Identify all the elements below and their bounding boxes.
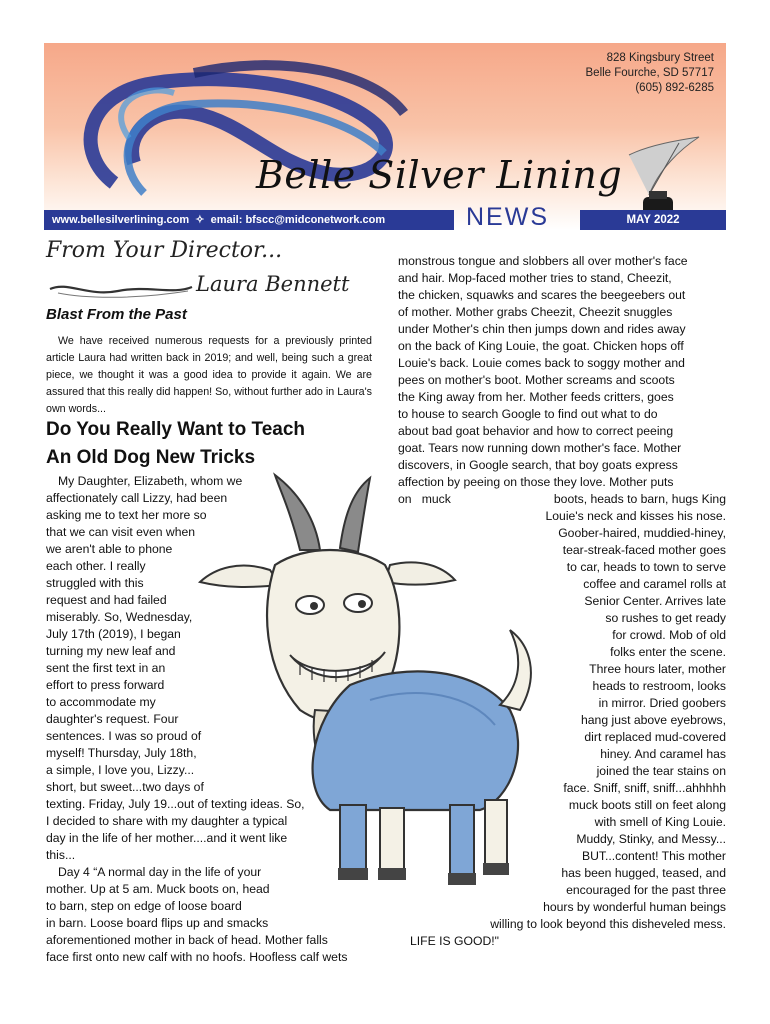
text-line: for crowd. Mob of old bbox=[612, 628, 726, 642]
director-name: Laura Bennett bbox=[196, 272, 350, 296]
text-line: dirt replaced mud-covered bbox=[584, 730, 726, 744]
text-line: boots, heads to barn, hugs King bbox=[553, 492, 726, 506]
text-line: under Mother's chin then jumps down and rides away bbox=[398, 322, 686, 336]
text-line: Three hours later, mother bbox=[589, 662, 726, 676]
contact-bar bbox=[44, 210, 454, 230]
text-line: My Daughter, Elizabeth, whom we bbox=[58, 474, 243, 488]
text-line: face. Sniff, sniff, sniff...ahhhhh bbox=[563, 781, 726, 795]
text-line: LIFE IS GOOD!" bbox=[410, 934, 499, 948]
text-line: monstrous tongue and slobbers all over mother's face bbox=[398, 254, 688, 268]
headline-line-2: An Old Dog New Tricks bbox=[46, 447, 256, 468]
blast-subhead: Blast From the Past bbox=[46, 306, 187, 323]
text-line: of mother. Mother grabs Cheezit, Cheezit snuggles bbox=[398, 305, 673, 319]
address-street: 828 Kingsbury Street bbox=[606, 52, 714, 64]
text-line: in mirror. Dried goobers bbox=[598, 696, 726, 710]
text-line: Day 4 “A normal day in the life of your bbox=[58, 865, 262, 879]
article-left-column bbox=[46, 473, 347, 966]
text-line: this... bbox=[46, 848, 76, 862]
text-line: that we can visit even when bbox=[46, 525, 196, 539]
address-phone: (605) 892-6285 bbox=[635, 82, 714, 94]
text-line: Louie's neck and kisses his nose. bbox=[545, 509, 726, 523]
text-line: has been hugged, teased, and bbox=[561, 866, 726, 880]
text-line: the King away from her. Mother feeds critters, goes bbox=[398, 390, 674, 404]
text-line: a simple, I love you, Lizzy... bbox=[46, 763, 195, 777]
text-line: effort to press forward bbox=[46, 678, 165, 692]
text-line: pees on mother's boot. Mother screams and scoots bbox=[398, 373, 675, 387]
text-line: encouraged for the past three bbox=[566, 883, 726, 897]
text-line: face first onto new calf with no hoofs. Hoofless calf wets bbox=[46, 950, 348, 964]
headline-line-1: Do You Really Want to Teach bbox=[46, 419, 305, 440]
text-line: miserably. So, Wednesday, bbox=[46, 610, 193, 624]
text-line: Senior Center. Arrives late bbox=[584, 594, 726, 608]
text-line: hiney. And caramel has bbox=[600, 747, 726, 761]
article-right-column bbox=[398, 253, 726, 491]
text-line: short, but sweet...two days of bbox=[46, 780, 204, 794]
header-banner bbox=[44, 43, 726, 230]
text-line: aforementioned mother in back of head. Mother falls bbox=[46, 933, 328, 947]
text-line: hang just above eyebrows, bbox=[581, 713, 726, 727]
text-line: on muck bbox=[398, 492, 451, 506]
text-line: sentences. I was so proud of bbox=[46, 729, 202, 743]
text-line: heads to restroom, looks bbox=[592, 679, 726, 693]
text-line: so rushes to get ready bbox=[605, 611, 726, 625]
flourish-divider-icon bbox=[48, 279, 194, 301]
text-line: we aren't able to phone bbox=[46, 542, 173, 556]
text-line: BUT...content! This mother bbox=[581, 849, 726, 863]
text-line: willing to look beyond this disheveled mess. bbox=[490, 917, 726, 931]
diamond-separator-icon: ✧ bbox=[192, 214, 208, 226]
issue-date: MAY 2022 bbox=[580, 210, 726, 230]
masthead-title: Belle Silver Lining bbox=[256, 153, 623, 197]
address-block bbox=[586, 51, 715, 96]
text-line: in barn. Loose board flips up and smacks bbox=[46, 916, 269, 930]
article-headline bbox=[46, 416, 376, 472]
text-line: tear-streak-faced mother goes bbox=[562, 543, 726, 557]
text-line: each other. I really bbox=[46, 559, 146, 573]
text-line: goat. Tears now running down mother's face. Mother bbox=[398, 441, 682, 455]
text-line: turning my new leaf and bbox=[46, 644, 176, 658]
text-line: to house to search Google to find out what to do bbox=[398, 407, 658, 421]
news-label: NEWS bbox=[466, 203, 549, 231]
text-line: coffee and caramel rolls at bbox=[583, 577, 726, 591]
text-line: day in the life of her mother....and it went like bbox=[46, 831, 288, 845]
text-line: affectionately call Lizzy, had been bbox=[46, 491, 228, 505]
text-line: July 17th (2019), I began bbox=[46, 627, 181, 641]
text-line: joined the tear stains on bbox=[596, 764, 726, 778]
text-line: Goober-haired, muddied-hiney, bbox=[558, 526, 726, 540]
text-line: affection by peeing on those they love. Mother puts bbox=[398, 475, 674, 489]
text-line: hours by wonderful human beings bbox=[543, 900, 726, 914]
text-line: with smell of King Louie. bbox=[594, 815, 726, 829]
intro-paragraph: We have received numerous requests for a previously printed article Laura had written back in 2019; and well, being such a great piece, we thought it was a good idea to provide it again. We are assured that this really did happen! So, without further ado in Laura's own words... bbox=[46, 335, 372, 415]
text-line: Muddy, Stinky, and Messy... bbox=[576, 832, 726, 846]
text-line: daughter's request. Four bbox=[46, 712, 179, 726]
text-line: mother. Up at 5 am. Muck boots on, head bbox=[46, 882, 270, 896]
text-line: asking me to text her more so bbox=[46, 508, 207, 522]
text-line: on the back of King Louie, the goat. Chicken hops off bbox=[398, 339, 684, 353]
text-line: about bad goat behavior and how to correct peeing bbox=[398, 424, 674, 438]
website-link[interactable]: www.bellesilverlining.com bbox=[52, 214, 190, 226]
text-line: the chicken, squawks and scares the beegeebers out bbox=[398, 288, 686, 302]
text-line: Louie's back. Louie comes back to soggy mother and bbox=[398, 356, 685, 370]
email-link[interactable]: email: bfscc@midconetwork.com bbox=[210, 214, 386, 226]
text-line: texting. Friday, July 19...out of texting ideas. So, bbox=[46, 797, 305, 811]
text-line: and hair. Mop-faced mother tries to stand, Cheezit, bbox=[398, 271, 672, 285]
text-line: folks enter the scene. bbox=[610, 645, 726, 659]
text-line: I decided to share with my daughter a typical bbox=[46, 814, 288, 828]
text-line: to accommodate my bbox=[46, 695, 156, 709]
article-right-wrap bbox=[398, 491, 726, 950]
text-line: muck boots still on feet along bbox=[568, 798, 726, 812]
text-line: sent the first text in an bbox=[46, 661, 166, 675]
text-line: myself! Thursday, July 18th, bbox=[46, 746, 197, 760]
text-line: struggled with this bbox=[46, 576, 144, 590]
director-heading: From Your Director... bbox=[46, 238, 283, 263]
text-line: request and had failed bbox=[46, 593, 167, 607]
text-line: discovers, in Google search, that boy goats express bbox=[398, 458, 678, 472]
text-line: to car, heads to town to serve bbox=[566, 560, 726, 574]
address-city: Belle Fourche, SD 57717 bbox=[585, 67, 714, 79]
text-line: to barn, step on edge of loose board bbox=[46, 899, 242, 913]
